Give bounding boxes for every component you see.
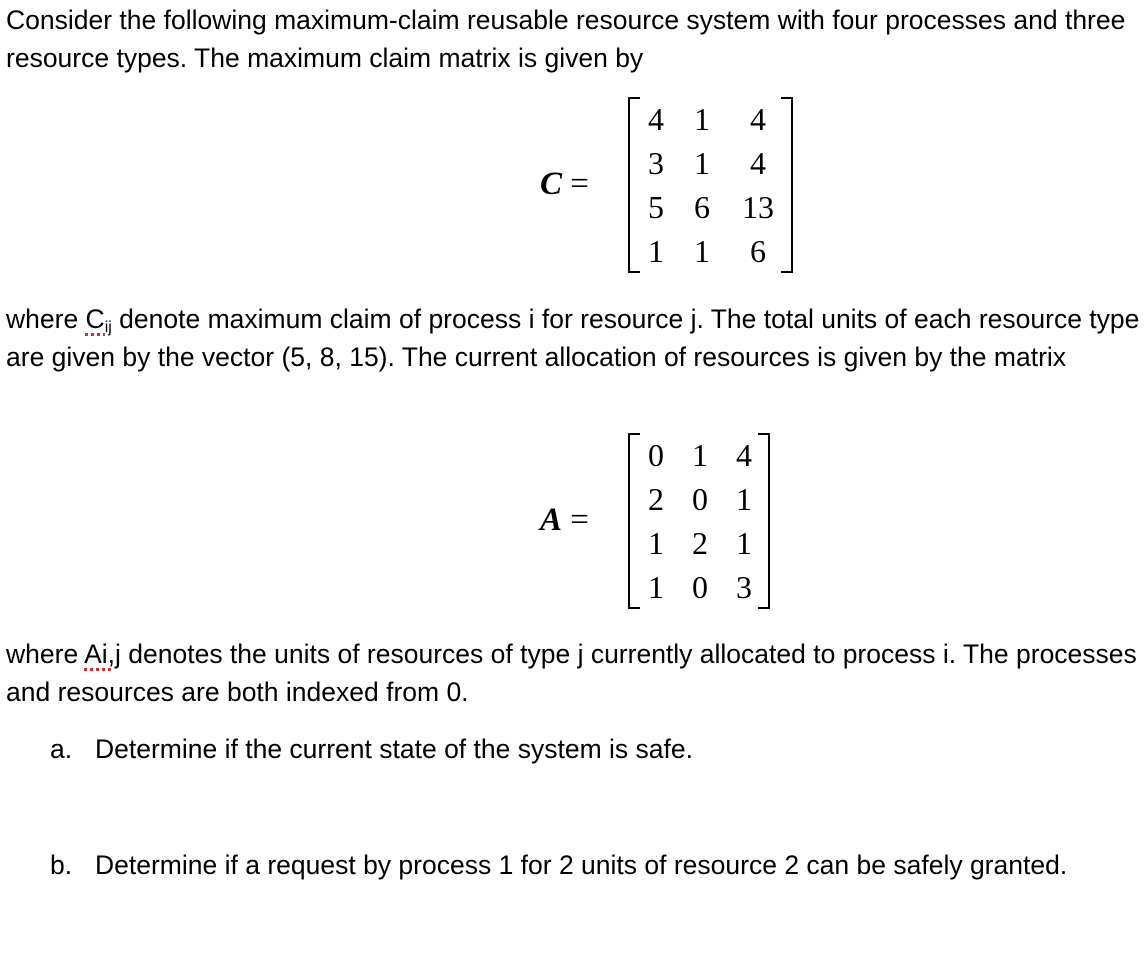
question-a xyxy=(50,731,1130,769)
matrix-a-cell: 2 xyxy=(692,525,708,561)
matrix-c-equals: = xyxy=(570,166,589,202)
matrix-a-cell: 3 xyxy=(736,569,752,605)
question-b xyxy=(50,847,1130,885)
question-b-marker: b. xyxy=(50,850,73,880)
matrix-c-cell: 13 xyxy=(742,189,774,225)
matrix-c-cell: 1 xyxy=(694,101,710,137)
matrix-c-right-bracket xyxy=(781,97,793,273)
resource-paragraph-after: denote maximum claim of process i for resource j. The total units of each resource type are given by the vector (5, 8, 15). The current allocation of resources is given by the matrix xyxy=(6,304,1140,372)
matrix-a-cell: 1 xyxy=(736,481,752,517)
matrix-c-cell: 4 xyxy=(648,101,664,137)
matrix-c-variable: C xyxy=(540,166,563,202)
allocation-paragraph-before: where xyxy=(6,639,85,669)
cij-subscript: ij xyxy=(104,319,112,336)
matrix-a-variable: A xyxy=(540,502,563,538)
matrix-a xyxy=(628,433,770,609)
resource-paragraph-before: where xyxy=(6,304,86,334)
question-a-marker: a. xyxy=(50,734,73,764)
matrix-a-cell: 0 xyxy=(692,481,708,517)
question-b-text: Determine if a request by process 1 for 2 units of resource 2 can be safely granted. xyxy=(95,850,1068,880)
matrix-a-cell: 1 xyxy=(648,569,664,605)
matrix-a-cell: 1 xyxy=(648,525,664,561)
resource-paragraph xyxy=(6,301,1142,376)
allocation-paragraph xyxy=(6,636,1142,711)
intro-paragraph: Consider the following maximum-claim reusable resource system with four processes and three resource types. The maximum claim matrix is given by xyxy=(6,5,1126,73)
matrix-c-cell: 6 xyxy=(750,233,766,269)
matrix-a-cell: 2 xyxy=(648,481,664,517)
cij-symbol-letter: C xyxy=(85,304,105,334)
allocation-paragraph-after: denotes the units of resources of type j currently allocated to process i. The processes and resources are both indexed from 0. xyxy=(6,639,1137,707)
matrix-c-cell: 4 xyxy=(750,145,766,181)
matrix-c-cell: 1 xyxy=(648,233,664,269)
matrix-c-cell: 1 xyxy=(694,145,710,181)
matrix-c-cell: 3 xyxy=(648,145,664,181)
matrix-a-cell: 0 xyxy=(648,437,664,473)
matrix-a-cell: 0 xyxy=(692,569,708,605)
matrix-c-cell: 6 xyxy=(694,189,710,225)
question-a-text: Determine if the current state of the system is safe. xyxy=(95,734,693,764)
matrix-a-label xyxy=(540,504,589,537)
cij-symbol xyxy=(86,304,112,334)
matrix-a-left-bracket xyxy=(628,433,640,609)
matrix-c-cell: 1 xyxy=(694,233,710,269)
matrix-c-left-bracket xyxy=(628,97,640,273)
matrix-a-right-bracket xyxy=(758,433,770,609)
matrix-c-cell: 5 xyxy=(648,189,664,225)
matrix-c-cell: 4 xyxy=(750,101,766,137)
matrix-c xyxy=(628,97,793,273)
matrix-a-cell: 1 xyxy=(736,525,752,561)
matrix-a-cell: 4 xyxy=(736,437,752,473)
matrix-a-cell: 1 xyxy=(692,437,708,473)
matrix-a-equals: = xyxy=(570,502,589,538)
aij-symbol: Ai,j xyxy=(84,639,121,669)
matrix-c-label xyxy=(540,168,589,201)
